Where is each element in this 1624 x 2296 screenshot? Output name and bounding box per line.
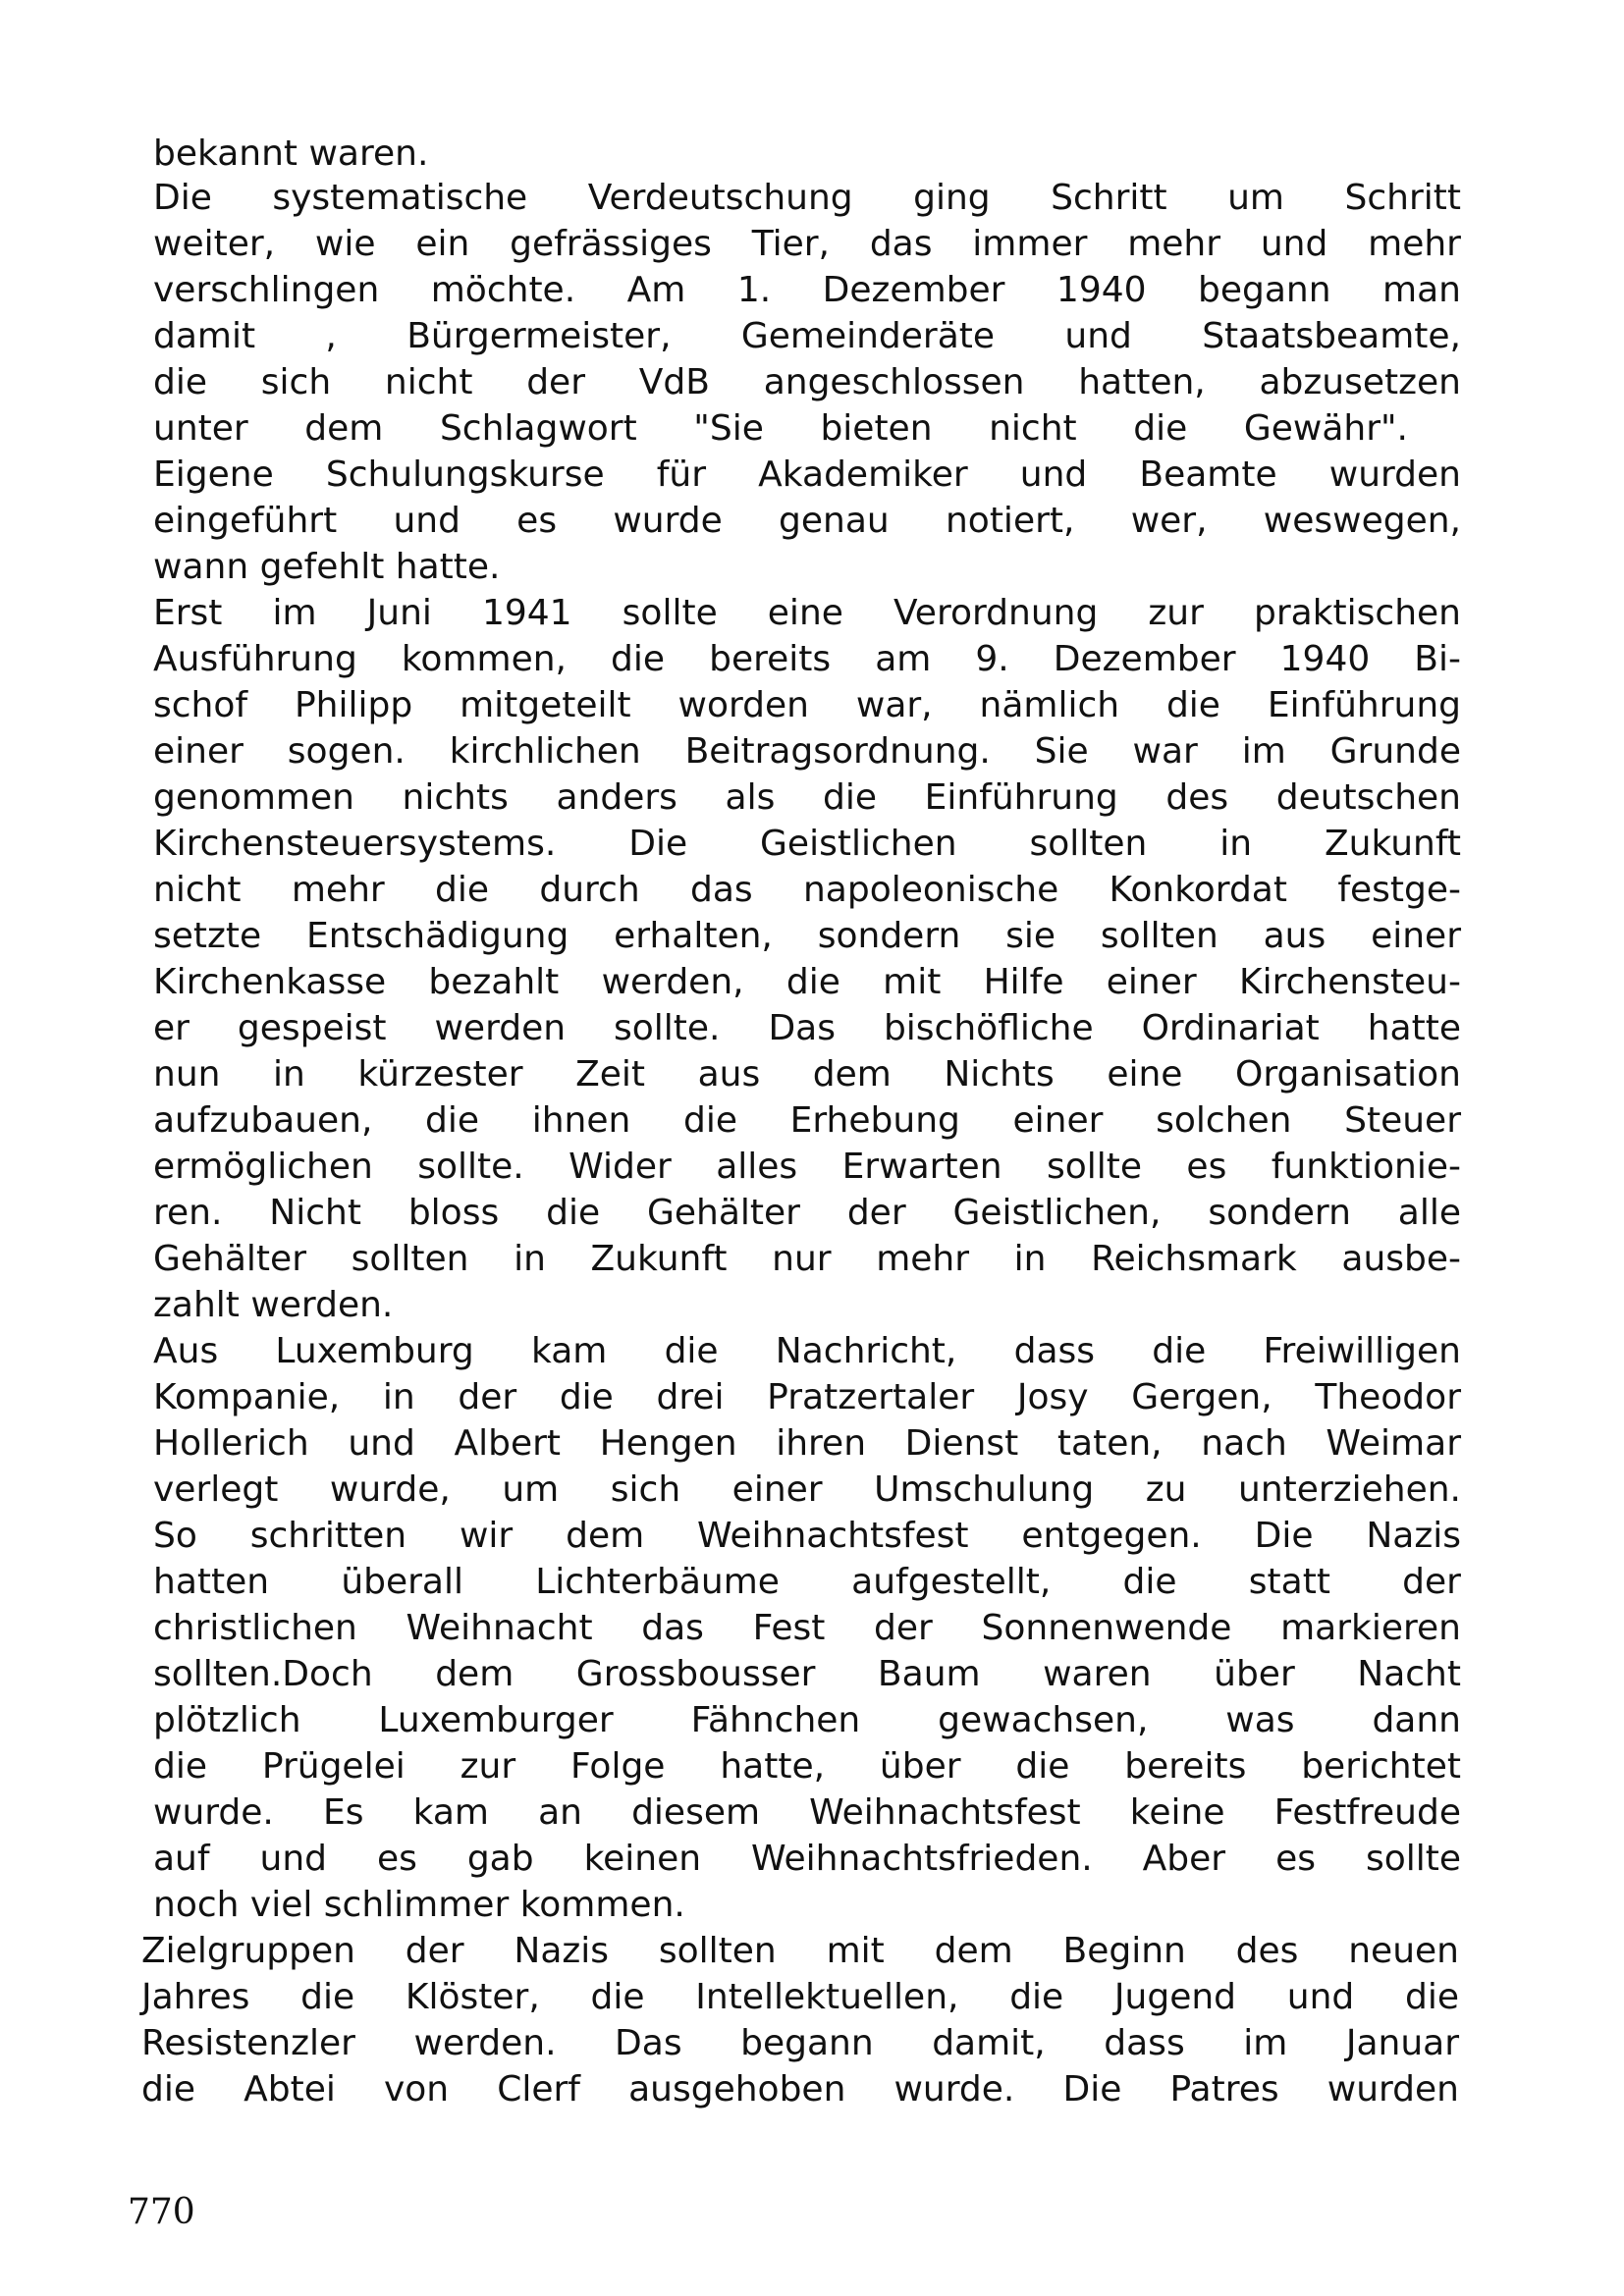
text-line: plötzlich Luxemburger Fähnchen gewachsen, was dann [153,1700,1461,1740]
text-line: zahlt werden. [153,1285,394,1325]
text-line: die sich nicht der VdB angeschlossen hatten, abzusetzen [153,362,1461,402]
text-line: verlegt wurde, um sich einer Umschulung zu unterziehen. [153,1469,1461,1510]
text-line: Aus Luxemburg kam die Nachricht, dass die Freiwilligen [153,1331,1461,1371]
text-line: wurde. Es kam an diesem Weihnachtsfest keine Festfreude [153,1792,1461,1833]
text-line: genommen nichts anders als die Einführung des deutschen [153,777,1461,818]
text-line: Kirchensteuersystems. Die Geistlichen sollten in Zukunft [153,824,1461,864]
text-line: einer sogen. kirchlichen Beitragsordnung. Sie war im Grunde [153,731,1461,772]
text-line: unter dem Schlagwort "Sie bieten nicht die Gewähr". [153,408,1408,449]
text-line: weiter, wie ein gefrässiges Tier, das immer mehr und mehr [153,224,1461,264]
text-line: christlichen Weihnacht das Fest der Sonnenwende markieren [153,1608,1461,1648]
text-line: setzte Entschädigung erhalten, sondern sie sollten aus einer [153,916,1461,956]
text-line: damit , Bürgermeister, Gemeinderäte und Staatsbeamte, [153,316,1461,356]
text-line: Kompanie, in der die drei Pratzertaler Josy Gergen, Theodor [153,1377,1461,1417]
text-line: Eigene Schulungskurse für Akademiker und Beamte wurden [153,454,1461,495]
text-line: Hollerich und Albert Hengen ihren Dienst taten, nach Weimar [153,1423,1461,1464]
text-line: ermöglichen sollte. Wider alles Erwarten sollte es funktionie- [153,1147,1461,1187]
page-number: 770 [128,2192,195,2232]
text-line: Zielgruppen der Nazis sollten mit dem Beginn des neuen [141,1931,1459,1971]
text-line: verschlingen möchte. Am 1. Dezember 1940 begann man [153,270,1461,310]
text-line: nicht mehr die durch das napoleonische Konkordat festge- [153,870,1461,910]
text-line: die Prügelei zur Folge hatte, über die bereits berichtet [153,1746,1461,1787]
text-line: Jahres die Klöster, die Intellektuellen, die Jugend und die [141,1977,1459,2017]
text-line: Kirchenkasse bezahlt werden, die mit Hilfe einer Kirchensteu- [153,962,1461,1002]
text-line: nun in kürzester Zeit aus dem Nichts eine Organisation [153,1054,1461,1095]
text-line: Gehälter sollten in Zukunft nur mehr in Reichsmark ausbe- [153,1239,1461,1279]
text-line: Ausführung kommen, die bereits am 9. Dezember 1940 Bi- [153,639,1461,679]
text-line: So schritten wir dem Weihnachtsfest entgegen. Die Nazis [153,1516,1461,1556]
text-line: eingeführt und es wurde genau notiert, wer, weswegen, [153,501,1461,541]
text-line: bekannt waren. [153,133,429,174]
text-line: Erst im Juni 1941 sollte eine Verordnung zur praktischen [153,593,1461,633]
text-line: ren. Nicht bloss die Gehälter der Geistlichen, sondern alle [153,1193,1461,1233]
text-line: die Abtei von Clerf ausgehoben wurde. Die Patres wurden [141,2069,1459,2109]
text-line: Die systematische Verdeutschung ging Schritt um Schritt [153,178,1461,218]
text-line: wann gefehlt hatte. [153,547,501,587]
text-line: er gespeist werden sollte. Das bischöfliche Ordinariat hatte [153,1008,1461,1048]
text-line: schof Philipp mitgeteilt worden war, nämlich die Einführung [153,685,1461,725]
text-line: hatten überall Lichterbäume aufgestellt, die statt der [153,1562,1461,1602]
text-line: aufzubauen, die ihnen die Erhebung einer solchen Steuer [153,1100,1461,1141]
text-line: Resistenzler werden. Das begann damit, dass im Januar [141,2023,1459,2063]
text-line: noch viel schlimmer kommen. [153,1885,685,1925]
text-line: sollten.Doch dem Grossbousser Baum waren über Nacht [153,1654,1461,1694]
text-line: auf und es gab keinen Weihnachtsfrieden. Aber es sollte [153,1839,1461,1879]
